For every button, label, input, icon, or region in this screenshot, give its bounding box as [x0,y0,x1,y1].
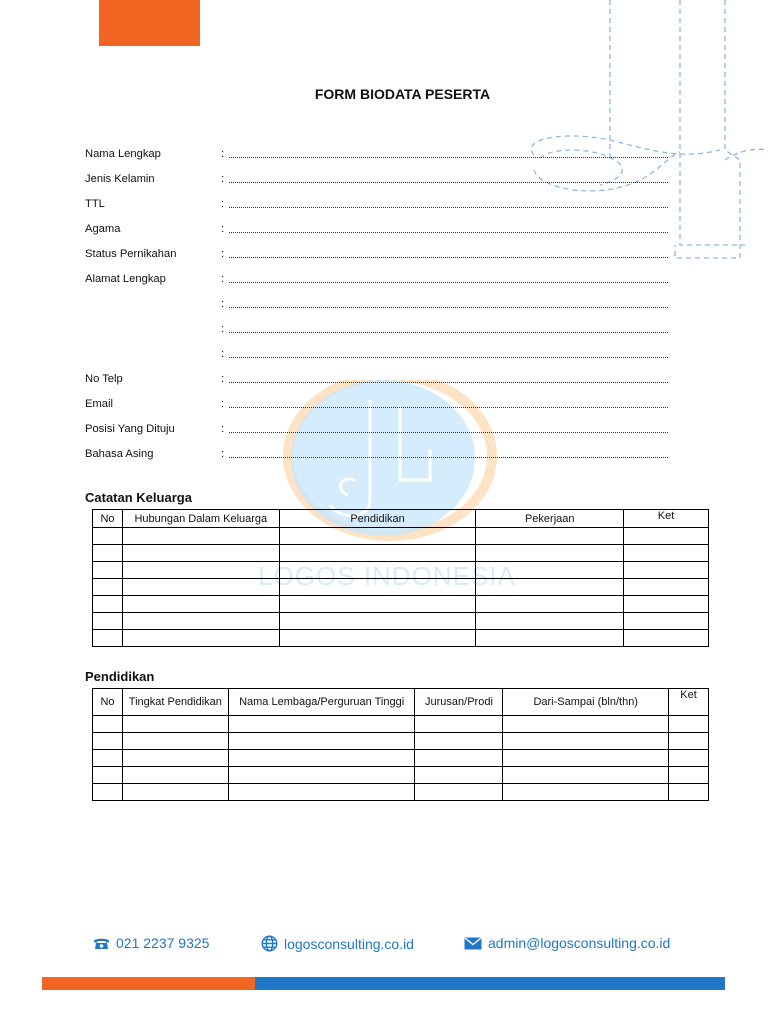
table-row [93,562,709,579]
table-cell[interactable] [122,579,279,596]
watermark-text: LOGOS INDONESIA [258,561,516,591]
table-cell[interactable] [624,562,709,579]
table-row [93,630,709,647]
table-cell[interactable] [122,545,279,562]
field-label: Email [85,398,113,410]
table-cell[interactable] [624,545,709,562]
column-header: No [93,689,123,716]
footer-phone [93,935,209,951]
table-cell[interactable] [476,630,624,647]
field-colon: : [221,373,225,385]
field-colon: : [221,248,225,260]
field-input-line[interactable] [229,207,668,208]
table-cell[interactable] [669,750,709,767]
table-cell[interactable] [476,545,624,562]
table-cell[interactable] [503,750,669,767]
table-header-row [93,689,709,716]
form-title: FORM BIODATA PESERTA [314,86,491,102]
table-cell[interactable] [93,579,123,596]
table-cell[interactable] [93,613,123,630]
field-input-line[interactable] [229,357,668,358]
field-colon: : [221,173,225,185]
table-cell[interactable] [503,767,669,784]
column-header: Hubungan Dalam Keluarga [122,510,279,528]
table-cell[interactable] [122,716,228,733]
table-row [93,545,709,562]
table-cell[interactable] [279,579,476,596]
table-cell[interactable] [279,613,476,630]
table-cell[interactable] [228,750,415,767]
column-header: Dari-Sampai (bln/thn) [503,689,669,716]
field-colon: : [221,348,225,360]
field-row [85,423,685,443]
table-cell[interactable] [93,733,123,750]
table-row [93,750,709,767]
field-row [85,373,685,393]
table-cell[interactable] [415,767,503,784]
table-cell[interactable] [122,562,279,579]
table-cell[interactable] [93,562,123,579]
field-input-line[interactable] [229,182,668,183]
field-row [85,323,685,343]
table-cell[interactable] [93,767,123,784]
field-row [85,248,685,268]
column-header: Ket [669,689,709,716]
table-cell[interactable] [122,613,279,630]
field-colon: : [221,223,225,235]
field-label: Nama Lengkap [85,148,161,160]
field-input-line[interactable] [229,382,668,383]
table-row [93,716,709,733]
table-cell[interactable] [122,630,279,647]
table-cell[interactable] [624,528,709,545]
footer-website-link[interactable]: logosconsulting.co.id [284,935,414,952]
table-cell[interactable] [93,545,123,562]
table-cell[interactable] [279,545,476,562]
footer-bar-orange [42,977,255,990]
field-colon: : [221,298,225,310]
field-input-line[interactable] [229,432,668,433]
table-header-row [93,510,709,528]
field-colon: : [221,423,225,435]
column-header: Jurusan/Prodi [415,689,503,716]
field-input-line[interactable] [229,407,668,408]
field-colon: : [221,198,225,210]
table-cell[interactable] [122,767,228,784]
table-cell[interactable] [415,750,503,767]
field-input-line[interactable] [229,232,668,233]
field-colon: : [221,398,225,410]
footer-email-link[interactable]: admin@logosconsulting.co.id [488,935,671,951]
table-cell[interactable] [624,630,709,647]
table-row [93,784,709,801]
field-input-line[interactable] [229,307,668,308]
table-cell[interactable] [122,750,228,767]
footer-email[interactable] [464,935,670,951]
field-label: TTL [85,198,105,210]
table-cell[interactable] [122,596,279,613]
column-header: Nama Lembaga/Perguruan Tinggi [228,689,415,716]
table-row [93,733,709,750]
section-title-pendidikan: Pendidikan [85,669,155,684]
footer-phone-text: 021 2237 9325 [116,935,210,951]
field-row [85,448,685,468]
table-cell[interactable] [415,716,503,733]
table-cell[interactable] [279,562,476,579]
field-label: Alamat Lengkap [85,273,166,285]
field-input-line[interactable] [229,257,668,258]
table-cell[interactable] [93,784,123,801]
field-colon: : [221,448,225,460]
globe-icon [261,935,278,952]
table-cell[interactable] [93,528,123,545]
mail-icon [464,937,482,950]
column-header: Tingkat Pendidikan [122,689,228,716]
field-row [85,173,685,193]
table-cell[interactable] [415,784,503,801]
table-cell[interactable] [624,613,709,630]
field-colon: : [221,323,225,335]
table-cell[interactable] [122,784,228,801]
column-header: Pekerjaan [476,510,624,528]
education-table [92,688,709,801]
table-row [93,579,709,596]
field-row [85,273,685,293]
column-header: Pendidikan [279,510,476,528]
field-colon: : [221,273,225,285]
field-label: Status Pernikahan [85,248,177,260]
column-header: No [93,510,123,528]
table-cell[interactable] [476,562,624,579]
table-row [93,613,709,630]
field-label: Bahasa Asing [85,448,154,460]
field-row [85,348,685,368]
table-cell[interactable] [228,733,415,750]
field-row [85,223,685,243]
table-cell[interactable] [122,528,279,545]
table-row [93,596,709,613]
field-row [85,198,685,218]
table-cell[interactable] [93,716,123,733]
table-row [93,767,709,784]
table-cell[interactable] [279,596,476,613]
table-cell[interactable] [279,528,476,545]
footer-website[interactable] [261,935,414,952]
table-cell[interactable] [93,750,123,767]
field-input-line[interactable] [229,332,668,333]
field-label: Posisi Yang Dituju [85,423,175,435]
table-cell[interactable] [669,767,709,784]
field-input-line[interactable] [229,157,668,158]
field-row [85,398,685,418]
field-input-line[interactable] [229,457,668,458]
field-input-line[interactable] [229,282,668,283]
table-cell[interactable] [415,733,503,750]
table-cell[interactable] [624,579,709,596]
section-title-keluarga: Catatan Keluarga [85,490,192,505]
table-cell[interactable] [503,733,669,750]
table-cell[interactable] [476,596,624,613]
column-header: Ket [624,510,709,528]
table-cell[interactable] [93,596,123,613]
table-cell[interactable] [476,613,624,630]
field-label: Agama [85,223,121,235]
phone-icon [93,937,110,950]
field-colon: : [221,148,225,160]
table-cell[interactable] [476,528,624,545]
field-row [85,148,685,168]
table-cell[interactable] [122,733,228,750]
footer-bar-blue [255,977,725,990]
table-cell[interactable] [624,596,709,613]
table-cell[interactable] [476,579,624,596]
table-row [93,528,709,545]
table-cell[interactable] [503,784,669,801]
family-table [92,509,709,647]
table-cell[interactable] [93,630,123,647]
field-label: No Telp [85,373,123,385]
table-cell[interactable] [279,630,476,647]
table-cell[interactable] [228,716,415,733]
table-cell[interactable] [503,716,669,733]
table-cell[interactable] [228,767,415,784]
field-row [85,298,685,318]
table-cell[interactable] [228,784,415,801]
table-cell[interactable] [669,784,709,801]
header-orange-block [99,0,200,46]
table-cell[interactable] [669,733,709,750]
field-label: Jenis Kelamin [85,173,155,185]
table-cell[interactable] [669,716,709,733]
